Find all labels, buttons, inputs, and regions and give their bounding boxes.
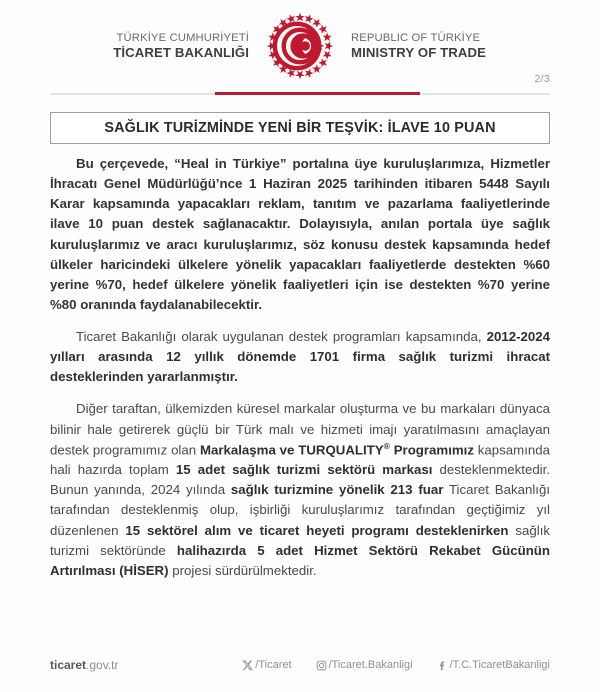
header-english-line1: REPUBLIC OF TÜRKİYE xyxy=(351,31,481,44)
header-english-line2: MINISTRY OF TRADE xyxy=(351,44,487,60)
paragraph-1: Bu çerçevede, “Heal in Türkiye” portalına üye kuruluşlarımıza, Hizmetler İhracatı Genel Müdürlüğü’nce 1 Haziran 2025 tarihinden itibaren 5448 Sayılı Karar kapsamında yapacakları reklam, tanıtım ve pazarlama faaliyetlerinde ilave 10 puan destek sağlanacaktır. Dolayısıyla, anılan portala üye sağlık kuruluşlarımız ve aracı kuruluşlarımız, söz konusu destek kapsamında hedef ülkeler haricindeki ülkelere yönelik yapacakları faaliyetlerde destekten %60 yerine %70, hedef ülkelere yönelik faaliyetleri için ise destekten %70 yerine %80 oranında faydalanabilecektir. xyxy=(50,156,550,312)
social-handle-x: /Ticaret xyxy=(255,659,292,671)
footer-social-links xyxy=(242,659,550,671)
social-link-x[interactable] xyxy=(242,659,291,671)
headline-text: SAĞLIK TURİZMİNDE YENİ BİR TEŞVİK: İLAVE 10 PUAN xyxy=(104,120,496,136)
header-divider xyxy=(50,73,550,100)
paragraph-3-bold-15-adet: 15 adet sağlık turizmi sektörü markası xyxy=(175,462,433,478)
registered-trademark-symbol: ® xyxy=(383,440,390,451)
header-turkish-title xyxy=(79,31,249,62)
facebook-icon xyxy=(437,660,448,671)
social-link-instagram[interactable] xyxy=(316,659,413,671)
paragraph-3-seg2: kapsamında hali hazırda toplam xyxy=(50,442,550,478)
footer-website[interactable] xyxy=(50,658,119,672)
paragraph-3-seg1: Diğer taraftan, ülkemizden küresel markalar oluşturma ve bu markaları dünyaca bilinir hale getirerek güçlü bir Türk malı ve hizmeti imajı yaratılmasını amaçlayan destek programımız olan xyxy=(50,401,550,458)
social-link-facebook[interactable] xyxy=(437,659,550,671)
paragraph-3-bold-programimiz: Programımız xyxy=(389,442,474,458)
paragraph-2 xyxy=(50,327,550,387)
document-footer xyxy=(50,650,550,692)
document-header xyxy=(0,0,600,86)
social-handle-facebook: /T.C.TicaretBakanligi xyxy=(449,659,550,671)
instagram-icon xyxy=(316,660,327,671)
paragraph-3-seg3: desteklenmektedir. Bunun yanında, 2024 yılında xyxy=(50,462,550,498)
paragraph-3-seg4: Ticaret Bakanlığı tarafından desteklenmiş olup, işbirliği kuruluşlarımız tarafından geçtiğimiz yıl düzenlenen xyxy=(50,482,550,538)
header-english-title xyxy=(351,31,521,62)
header-turkish-line2: TİCARET BAKANLIĞI xyxy=(113,44,249,60)
paragraph-3-bold-15-sektorel: 15 sektörel alım ve ticaret heyeti programı desteklenirken xyxy=(125,522,509,538)
paragraph-3-bold-hiser: halihazırda 5 adet Hizmet Sektörü Rekabet Gücünün Artırılması (HİSER) xyxy=(50,542,550,578)
paragraph-3 xyxy=(50,399,550,581)
turkish-ministry-of-trade-emblem-icon xyxy=(263,9,337,83)
page-number: 2/3 xyxy=(534,73,550,85)
paragraph-3-bold-213-fuar: sağlık turizmine yönelik 213 fuar xyxy=(230,482,444,498)
footer-website-rest: .gov.tr xyxy=(86,658,119,672)
paragraph-3-bold-markalasma: Markalaşma ve TURQUALITY xyxy=(199,442,384,458)
document-body xyxy=(50,144,550,650)
paragraph-3-seg5: sağlık turizmi sektöründe xyxy=(50,522,551,558)
paragraph-2-text-regular: Ticaret Bakanlığı olarak uygulanan destek programları kapsamında, xyxy=(76,329,487,344)
social-handle-instagram: /Ticaret.Bakanligi xyxy=(328,659,413,671)
paragraph-3-seg6: projesi sürdürülmektedir. xyxy=(168,562,317,578)
headline-box xyxy=(50,112,550,144)
x-twitter-icon xyxy=(242,660,253,671)
footer-website-bold: ticaret xyxy=(50,658,87,672)
header-turkish-line1: TÜRKİYE CUMHURİYETİ xyxy=(116,31,249,44)
paragraph-2-text-bold: 2012-2024 yılları arasında 12 yıllık dönemde 1701 firma sağlık turizmi ihracat desteklerinden yararlanmıştır. xyxy=(50,329,550,385)
divider-line-red-accent xyxy=(215,92,420,95)
